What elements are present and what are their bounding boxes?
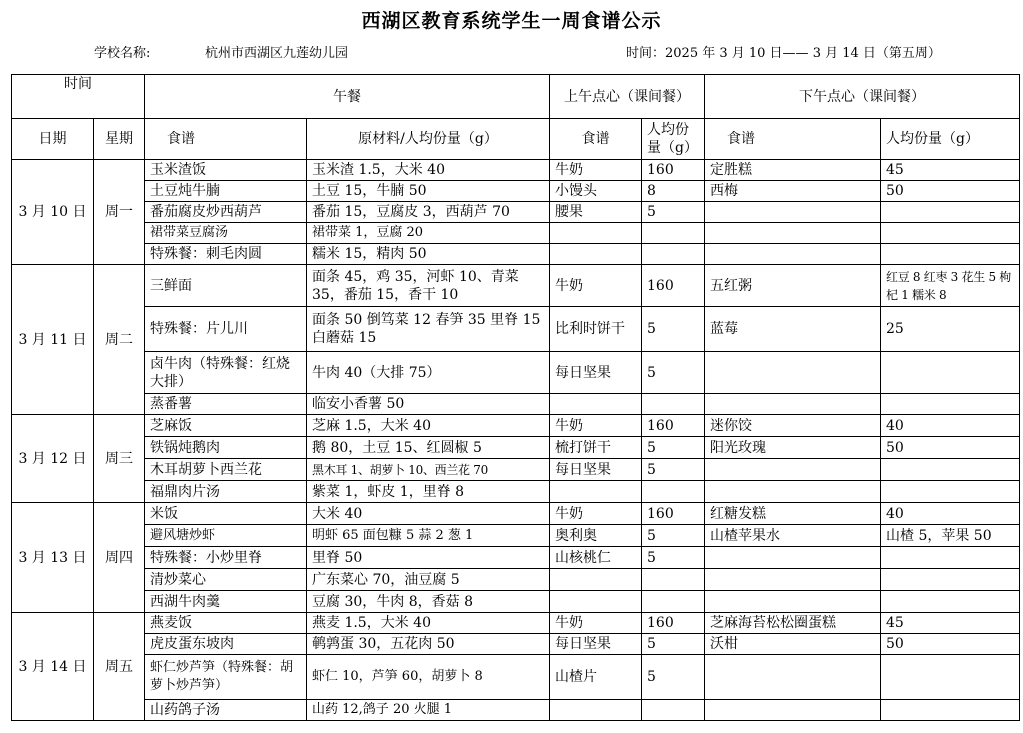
page-title: 西湖区教育系统学生一周食谱公示: [361, 10, 662, 32]
am-quantity-cell: [642, 223, 705, 244]
pm-snack-cell: 五红粥: [705, 265, 881, 307]
pm-snack-cell: [705, 481, 881, 503]
header-am-quantity: 人均份量（g）: [642, 119, 705, 160]
ingredient-cell: 里脊 50: [307, 547, 550, 569]
weekday-cell: 周一: [94, 160, 145, 265]
am-snack-cell: [550, 591, 642, 613]
am-quantity-cell: 160: [642, 160, 705, 181]
ingredient-cell: 土豆 15，牛腩 50: [307, 181, 550, 202]
ingredient-cell: 山药 12,鸽子 20 火腿 1: [307, 700, 550, 721]
pm-snack-cell: [705, 459, 881, 481]
pm-quantity-cell: [881, 481, 1020, 503]
ingredient-cell: 豆腐 30，牛肉 8，香菇 8: [307, 591, 550, 613]
table-row: [12, 415, 1020, 437]
table-row: [12, 503, 1020, 525]
am-snack-cell: 奥利奥: [550, 525, 642, 547]
header-pm-recipe: 食谱: [705, 119, 881, 160]
table-row: [12, 481, 1020, 503]
pm-snack-cell: 阳光玫瑰: [705, 437, 881, 459]
pm-snack-cell: 定胜糕: [705, 160, 881, 181]
table-row: [12, 223, 1020, 244]
pm-snack-cell: [705, 223, 881, 244]
table-row: [12, 265, 1020, 307]
pm-snack-cell: [705, 700, 881, 721]
table-row: [12, 352, 1020, 394]
pm-quantity-cell: [881, 591, 1020, 613]
am-snack-cell: 每日坚果: [550, 352, 642, 394]
dish-cell: 米饭: [145, 503, 307, 525]
ingredient-cell: 广东菜心 70，油豆腐 5: [307, 569, 550, 591]
pm-quantity-cell: [881, 352, 1020, 394]
pm-snack-cell: [705, 547, 881, 569]
pm-quantity-cell: 40: [881, 415, 1020, 437]
dish-cell: 特殊餐：片儿川: [145, 307, 307, 352]
header-am-snack: 上午点心（课间餐）: [550, 75, 705, 119]
am-snack-cell: 腰果: [550, 202, 642, 223]
table-row: [12, 202, 1020, 223]
ingredient-cell: 大米 40: [307, 503, 550, 525]
am-snack-cell: [550, 481, 642, 503]
am-quantity-cell: 5: [642, 437, 705, 459]
am-snack-cell: 每日坚果: [550, 459, 642, 481]
am-quantity-cell: 160: [642, 503, 705, 525]
table-row: [12, 244, 1020, 265]
am-snack-cell: 比利时饼干: [550, 307, 642, 352]
am-snack-cell: [550, 700, 642, 721]
pm-snack-cell: [705, 394, 881, 415]
am-quantity-cell: 5: [642, 634, 705, 655]
pm-quantity-cell: [881, 700, 1020, 721]
am-quantity-cell: 5: [642, 459, 705, 481]
pm-quantity-cell: 45: [881, 613, 1020, 634]
ingredient-cell: 紫菜 1，虾皮 1，里脊 8: [307, 481, 550, 503]
pm-snack-cell: [705, 569, 881, 591]
ingredient-cell: 黑木耳 1、胡萝卜 10、西兰花 70: [307, 459, 550, 481]
pm-quantity-cell: [881, 547, 1020, 569]
table-row: [12, 613, 1020, 634]
ingredient-cell: 牛肉 40（大排 75）: [307, 352, 550, 394]
pm-snack-cell: 迷你饺: [705, 415, 881, 437]
am-snack-cell: 牛奶: [550, 613, 642, 634]
table-row: [12, 437, 1020, 459]
am-quantity-cell: [642, 569, 705, 591]
dish-cell: 山药鸽子汤: [145, 700, 307, 721]
dish-cell: 虎皮蛋东坡肉: [145, 634, 307, 655]
am-quantity-cell: [642, 394, 705, 415]
ingredient-cell: 糯米 15，精肉 50: [307, 244, 550, 265]
date-cell: 3 月 10 日: [12, 160, 94, 265]
ingredient-cell: 面条 45，鸡 35，河虾 10、青菜 35，番茄 15，香干 10: [307, 265, 550, 307]
table-row: [12, 591, 1020, 613]
dish-cell: 三鲜面: [145, 265, 307, 307]
table-row: [12, 307, 1020, 352]
header-ingredients: 原材料/人均份量（g）: [307, 119, 550, 160]
am-snack-cell: 山楂片: [550, 655, 642, 700]
dish-cell: 西湖牛肉羹: [145, 591, 307, 613]
school-label: 学校名称:: [94, 46, 151, 61]
am-quantity-cell: 8: [642, 181, 705, 202]
pm-quantity-cell: [881, 569, 1020, 591]
pm-snack-cell: 沃柑: [705, 634, 881, 655]
ingredient-cell: 燕麦 1.5，大米 40: [307, 613, 550, 634]
pm-snack-cell: 山楂苹果水: [705, 525, 881, 547]
date-cell: 3 月 11 日: [12, 265, 94, 415]
dish-cell: 玉米渣饭: [145, 160, 307, 181]
pm-quantity-cell: 25: [881, 307, 1020, 352]
dish-cell: 福鼎肉片汤: [145, 481, 307, 503]
pm-snack-cell: 芝麻海苔松松圈蛋糕: [705, 613, 881, 634]
dish-cell: 特殊餐：小炒里脊: [145, 547, 307, 569]
am-quantity-cell: [642, 700, 705, 721]
header-date: 日期: [12, 119, 94, 160]
pm-quantity-cell: 50: [881, 181, 1020, 202]
table-row: [12, 459, 1020, 481]
header-row-2: [12, 119, 1020, 160]
header-am-recipe: 食谱: [550, 119, 642, 160]
dish-cell: 特殊餐：刺毛肉圆: [145, 244, 307, 265]
pm-snack-cell: [705, 352, 881, 394]
am-quantity-cell: 5: [642, 655, 705, 700]
pm-quantity-cell: 山楂 5，苹果 50: [881, 525, 1020, 547]
ingredient-cell: 面条 50 倒笃菜 12 春笋 35 里脊 15 白蘑菇 15: [307, 307, 550, 352]
ingredient-cell: 鹅 80，土豆 15、红圆椒 5: [307, 437, 550, 459]
table-row: [12, 655, 1020, 700]
am-snack-cell: [550, 223, 642, 244]
ingredient-cell: 明虾 65 面包糠 5 蒜 2 葱 1: [307, 525, 550, 547]
pm-snack-cell: [705, 655, 881, 700]
date-cell: 3 月 14 日: [12, 613, 94, 721]
ingredient-cell: 玉米渣 1.5，大米 40: [307, 160, 550, 181]
am-quantity-cell: 5: [642, 352, 705, 394]
ingredient-cell: 鹌鹑蛋 30，五花肉 50: [307, 634, 550, 655]
am-quantity-cell: 160: [642, 265, 705, 307]
table-row: [12, 525, 1020, 547]
header-pm-quantity: 人均份量（g）: [881, 119, 1020, 160]
dish-cell: 蒸番薯: [145, 394, 307, 415]
am-snack-cell: 牛奶: [550, 160, 642, 181]
am-snack-cell: 牛奶: [550, 503, 642, 525]
am-quantity-cell: [642, 481, 705, 503]
dish-cell: 避风塘炒虾: [145, 525, 307, 547]
ingredient-cell: 裙带菜 1，豆腐 20: [307, 223, 550, 244]
am-snack-cell: 每日坚果: [550, 634, 642, 655]
weekday-cell: 周四: [94, 503, 145, 613]
weekday-cell: 周五: [94, 613, 145, 721]
am-snack-cell: 梳打饼干: [550, 437, 642, 459]
pm-snack-cell: [705, 244, 881, 265]
header-time: 时间: [12, 75, 145, 119]
pm-snack-cell: 红糖发糕: [705, 503, 881, 525]
am-snack-cell: 牛奶: [550, 265, 642, 307]
weekday-cell: 周二: [94, 265, 145, 415]
header-recipe: 食谱: [145, 119, 307, 160]
table-row: [12, 634, 1020, 655]
ingredient-cell: 临安小香薯 50: [307, 394, 550, 415]
date-cell: 3 月 13 日: [12, 503, 94, 613]
ingredient-cell: 芝麻 1.5，大米 40: [307, 415, 550, 437]
am-snack-cell: 牛奶: [550, 415, 642, 437]
dish-cell: 土豆炖牛腩: [145, 181, 307, 202]
weekday-cell: 周三: [94, 415, 145, 503]
pm-quantity-cell: [881, 655, 1020, 700]
date-cell: 3 月 12 日: [12, 415, 94, 503]
pm-quantity-cell: [881, 244, 1020, 265]
am-quantity-cell: [642, 591, 705, 613]
pm-snack-cell: [705, 202, 881, 223]
pm-quantity-cell: 40: [881, 503, 1020, 525]
am-quantity-cell: 5: [642, 307, 705, 352]
dish-cell: 番茄腐皮炒西葫芦: [145, 202, 307, 223]
period-text: 时间：2025 年 3 月 10 日—— 3 月 14 日（第五周）: [626, 46, 941, 61]
dish-cell: 铁锅炖鹅肉: [145, 437, 307, 459]
pm-quantity-cell: [881, 394, 1020, 415]
am-snack-cell: [550, 569, 642, 591]
pm-quantity-cell: [881, 202, 1020, 223]
table-row: [12, 569, 1020, 591]
am-quantity-cell: 5: [642, 525, 705, 547]
dish-cell: 虾仁炒芦笋（特殊餐：胡萝卜炒芦笋）: [145, 655, 307, 700]
ingredient-cell: 虾仁 10，芦笋 60，胡萝卜 8: [307, 655, 550, 700]
pm-quantity-cell: 红豆 8 红枣 3 花生 5 枸杞 1 糯米 8: [881, 265, 1020, 307]
pm-snack-cell: [705, 591, 881, 613]
table-row: [12, 181, 1020, 202]
am-snack-cell: [550, 394, 642, 415]
am-quantity-cell: 160: [642, 415, 705, 437]
dish-cell: 芝麻饭: [145, 415, 307, 437]
ingredient-cell: 番茄 15，豆腐皮 3，西葫芦 70: [307, 202, 550, 223]
pm-quantity-cell: [881, 223, 1020, 244]
dish-cell: 卤牛肉（特殊餐：红烧大排）: [145, 352, 307, 394]
header-weekday: 星期: [94, 119, 145, 160]
pm-quantity-cell: 45: [881, 160, 1020, 181]
am-quantity-cell: 5: [642, 202, 705, 223]
table-row: [12, 700, 1020, 721]
dish-cell: 裙带菜豆腐汤: [145, 223, 307, 244]
school-name: 杭州市西湖区九莲幼儿园: [205, 46, 349, 61]
header-lunch: 午餐: [145, 75, 550, 119]
table-row: [12, 547, 1020, 569]
header-pm-snack: 下午点心（课间餐）: [705, 75, 1020, 119]
am-quantity-cell: 160: [642, 613, 705, 634]
dish-cell: 木耳胡萝卜西兰花: [145, 459, 307, 481]
pm-quantity-cell: 50: [881, 437, 1020, 459]
am-snack-cell: 山核桃仁: [550, 547, 642, 569]
dish-cell: 燕麦饭: [145, 613, 307, 634]
pm-quantity-cell: 50: [881, 634, 1020, 655]
am-quantity-cell: [642, 244, 705, 265]
table-row: [12, 160, 1020, 181]
table-row: [12, 394, 1020, 415]
am-snack-cell: 小馒头: [550, 181, 642, 202]
pm-snack-cell: 蓝莓: [705, 307, 881, 352]
pm-quantity-cell: [881, 459, 1020, 481]
pm-snack-cell: 西梅: [705, 181, 881, 202]
am-quantity-cell: 5: [642, 547, 705, 569]
am-snack-cell: [550, 244, 642, 265]
dish-cell: 清炒菜心: [145, 569, 307, 591]
header-row-1: [12, 75, 1020, 119]
menu-table: [11, 74, 1020, 721]
